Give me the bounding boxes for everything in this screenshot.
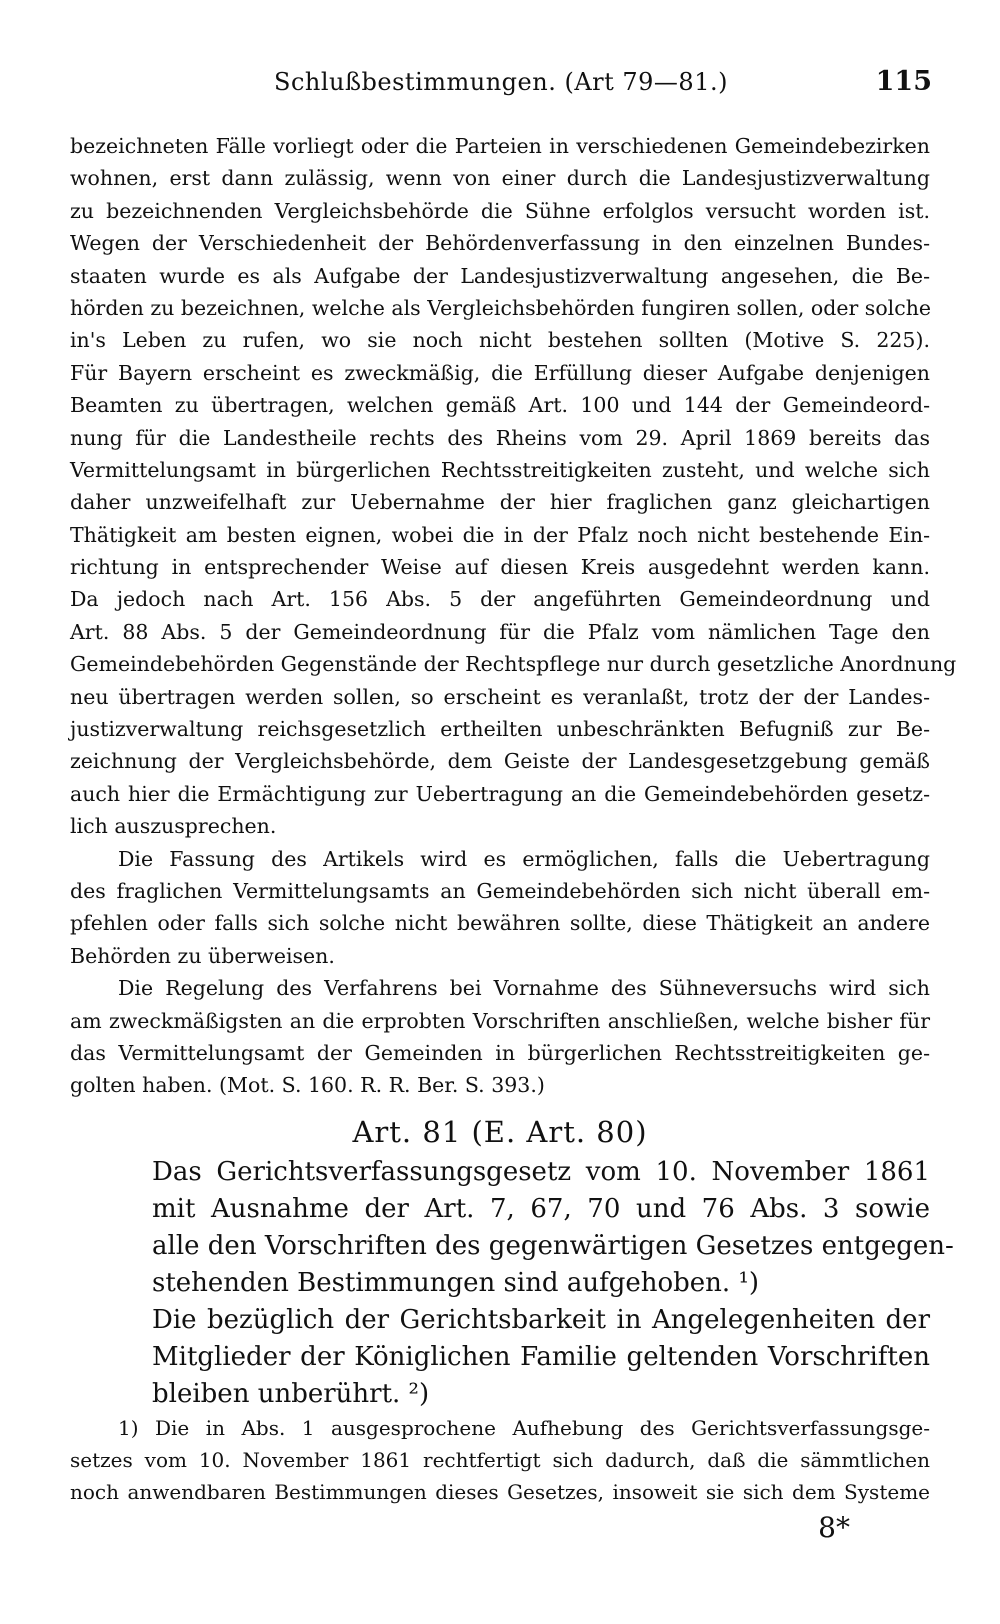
signature-mark: 8* xyxy=(818,1511,850,1544)
text-line: justizverwaltung reichsgesetzlich ertheilten unbeschränkten Befugniß zur Be- xyxy=(70,717,930,742)
footnote-line: setzes vom 10. November 1861 rechtfertigt sich dadurch, daß die sämmtlichen xyxy=(70,1448,930,1472)
article-line: Das Gerichtsverfassungsgesetz vom 10. November 1861 xyxy=(152,1157,930,1187)
text-line: zeichnung der Vergleichsbehörde, dem Geiste der Landesgesetzgebung gemäß xyxy=(70,749,930,774)
text-line: Vermittelungsamt in bürgerlichen Rechtsstreitigkeiten zusteht, und welche sich xyxy=(70,457,930,482)
text-line: hörden zu bezeichnen, welche als Vergleichsbehörden fungiren sollen, oder solche xyxy=(70,295,932,320)
text-line: in's Leben zu rufen, wo sie noch nicht bestehen sollten (Motive S. 225). xyxy=(70,328,930,353)
text-line: des fraglichen Vermittelungsamts an Gemeindebehörden sich nicht überall em- xyxy=(70,878,930,903)
article-line: bleiben unberührt. ²) xyxy=(152,1379,430,1409)
text-line: pfehlen oder falls sich solche nicht bewähren sollte, diese Thätigkeit an andere xyxy=(70,911,930,936)
article-line: stehenden Bestimmungen sind aufgehoben. ¹) xyxy=(152,1268,760,1298)
text-line: neu übertragen werden sollen, so erscheint es veranlaßt, trotz der der Landes- xyxy=(70,684,930,709)
text-line: bezeichneten Fälle vorliegt oder die Parteien in verschiedenen Gemeindebezirken xyxy=(70,134,930,158)
text-line: Wegen der Verschiedenheit der Behördenverfassung in den einzelnen Bundes- xyxy=(70,231,930,256)
article-line: alle den Vorschriften des gegenwärtigen Gesetzes entgegen- xyxy=(152,1231,954,1261)
text-line: das Vermittelungsamt der Gemeinden in bürgerlichen Rechtsstreitigkeiten ge- xyxy=(70,1040,930,1065)
text-line: staaten wurde es als Aufgabe der Landesjustizverwaltung angesehen, die Be- xyxy=(70,263,930,288)
article-line: Mitglieder der Königlichen Familie geltenden Vorschriften xyxy=(152,1342,930,1372)
text-line: Behörden zu überweisen. xyxy=(70,943,335,968)
page-number: 115 xyxy=(875,66,932,97)
text-line: richtung in entsprechender Weise auf diesen Kreis ausgedehnt werden kann. xyxy=(70,555,930,580)
text-line: Art. 88 Abs. 5 der Gemeindeordnung für die Pfalz vom nämlichen Tage den xyxy=(70,619,930,644)
footnote-line: 1) Die in Abs. 1 ausgesprochene Aufhebung des Gerichtsverfassungsge- xyxy=(118,1416,930,1440)
page-header xyxy=(70,62,932,102)
text-line: daher unzweifelhaft zur Uebernahme der hier fraglichen ganz gleichartigen xyxy=(70,490,930,515)
body-text xyxy=(70,130,957,1102)
text-line: nung für die Landestheile rechts des Rheins vom 29. April 1869 bereits das xyxy=(70,425,930,450)
text-line: am zweckmäßigsten an die erprobten Vorschriften anschließen, welche bisher für xyxy=(70,1008,930,1033)
text-line: golten haben. (Mot. S. 160. R. R. Ber. S. 393.) xyxy=(70,1073,545,1098)
article-heading: Art. 81 (E. Art. 80) xyxy=(352,1115,648,1149)
running-head: Schlußbestimmungen. (Art 79—81.) xyxy=(274,68,728,96)
text-line: Die Fassung des Artikels wird es ermöglichen, falls die Uebertragung xyxy=(118,846,930,871)
article-body xyxy=(152,1154,954,1413)
text-line: Thätigkeit am besten eignen, wobei die in der Pfalz noch nicht bestehende Ein- xyxy=(70,522,930,547)
text-line: Da jedoch nach Art. 156 Abs. 5 der angeführten Gemeindeordnung und xyxy=(70,587,930,612)
text-line: Gemeindebehörden Gegenstände der Rechtspflege nur durch gesetzliche Anordnung xyxy=(70,652,957,677)
text-line: zu bezeichnenden Vergleichsbehörde die Sühne erfolglos versucht worden ist. xyxy=(70,198,930,223)
footnotes xyxy=(70,1412,930,1508)
text-line: wohnen, erst dann zulässig, wenn von einer durch die Landesjustizverwaltung xyxy=(70,166,930,191)
text-line: lich auszusprechen. xyxy=(70,814,277,839)
footnote-line: noch anwendbaren Bestimmungen dieses Gesetzes, insoweit sie sich dem Systeme xyxy=(70,1480,930,1504)
article-line: mit Ausnahme der Art. 7, 67, 70 und 76 Abs. 3 sowie xyxy=(152,1194,930,1224)
text-line: auch hier die Ermächtigung zur Uebertragung an die Gemeindebehörden gesetz- xyxy=(70,781,930,806)
text-line: Beamten zu übertragen, welchen gemäß Art. 100 und 144 der Gemeindeord- xyxy=(70,393,930,418)
text-line: Für Bayern erscheint es zweckmäßig, die Erfüllung dieser Aufgabe denjenigen xyxy=(70,360,930,385)
article-line: Die bezüglich der Gerichtsbarkeit in Angelegenheiten der xyxy=(152,1305,930,1335)
text-line: Die Regelung des Verfahrens bei Vornahme des Sühneversuchs wird sich xyxy=(118,976,930,1001)
